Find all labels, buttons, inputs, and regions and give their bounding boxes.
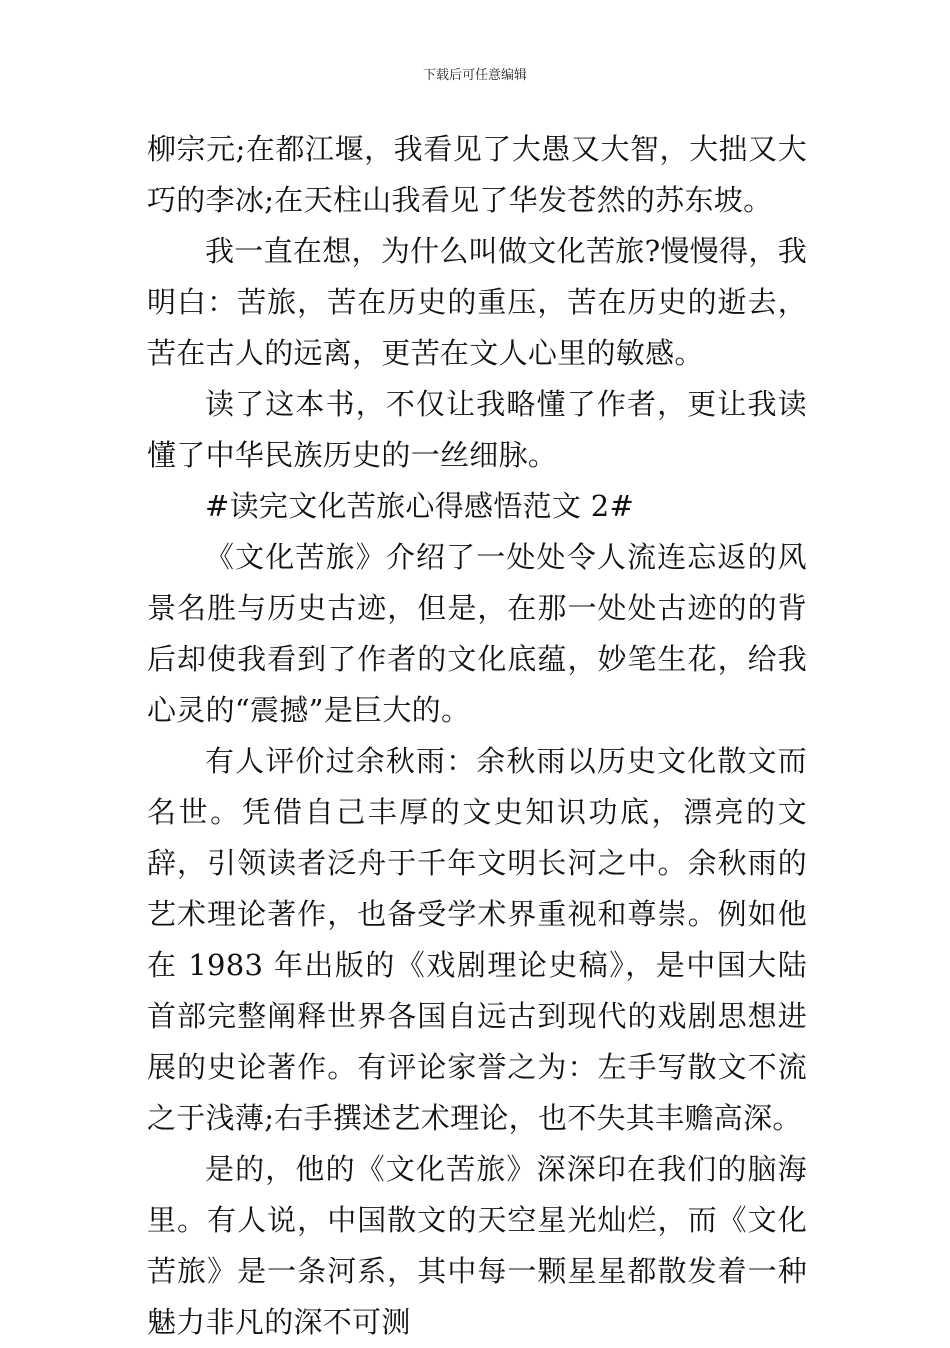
page-header: 下载后可任意编辑 [422, 68, 527, 83]
document-body [147, 124, 807, 1348]
paragraph-4: 《文化苦旅》介绍了一处处令人流连忘返的风景名胜与历史古迹，但是，在那一处处古迹的的背后却使我看到了作者的文化底蕴，妙笔生花，给我心灵的“震撼”是巨大的。 [147, 540, 807, 727]
paragraph-6: 是的，他的《文化苦旅》深深印在我们的脑海里。有人说，中国散文的天空星光灿烂，而《文化苦旅》是一条河系，其中每一颗星星都散发着一种魅力非凡的深不可测 [147, 1152, 807, 1339]
paragraph-1: 柳宗元;在都江堰，我看见了大愚又大智，大拙又大巧的李冰;在天柱山我看见了华发苍然的苏东坡。 [147, 132, 807, 217]
section-heading: #读完文化苦旅心得感悟范文 2# [205, 489, 635, 523]
paragraph-5: 有人评价过余秋雨：余秋雨以历史文化散文而名世。凭借自己丰厚的文史知识功底，漂亮的文辞，引领读者泛舟于千年文明长河之中。余秋雨的艺术理论著作，也备受学术界重视和尊崇。例如他在 1983 年出版的《戏剧理论史稿》，是中国大陆首部完整阐释世界各国自远古到现代的戏剧思想进展的史论著作。有评论家誉之为：左手写散文不流之于浅薄;右手撰述艺术理论，也不失其丰赡高深。 [147, 744, 807, 1135]
paragraph-3: 读了这本书，不仅让我略懂了作者，更让我读懂了中华民族历史的一丝细脉。 [147, 387, 807, 472]
paragraph-2: 我一直在想，为什么叫做文化苦旅?慢慢得，我明白：苦旅，苦在历史的重压，苦在历史的逝去，苦在古人的远离，更苦在文人心里的敏感。 [147, 234, 807, 370]
